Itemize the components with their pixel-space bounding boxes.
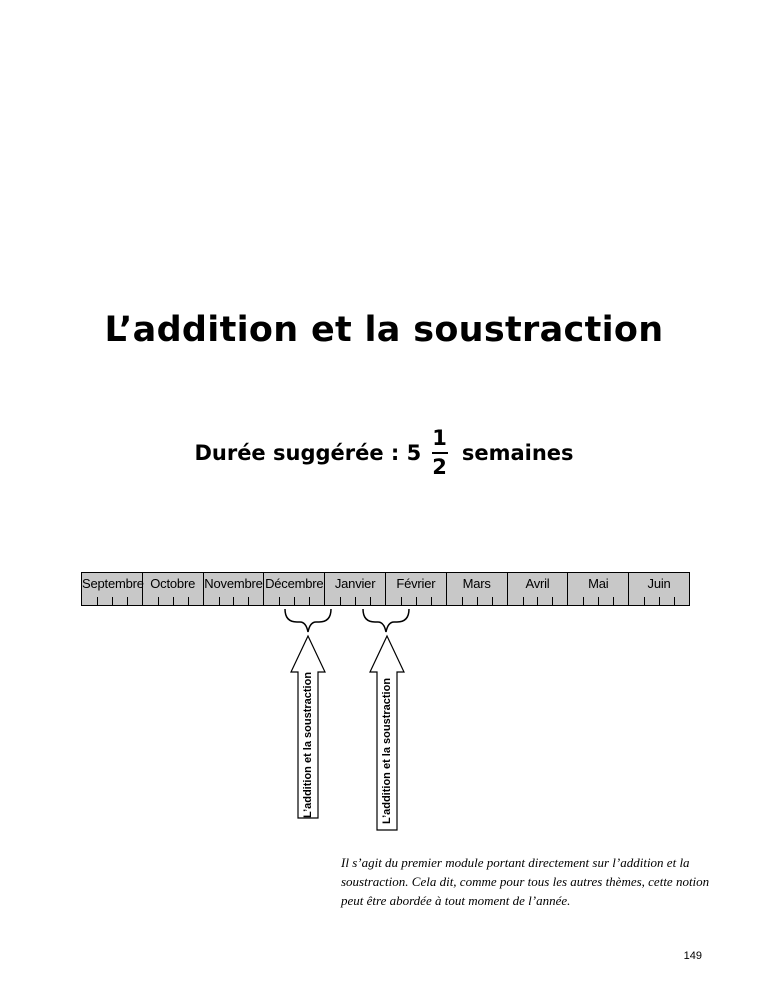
page-title: L’addition et la soustraction	[104, 310, 664, 350]
page-number: 149	[683, 950, 702, 962]
month-label: Avril	[525, 576, 550, 591]
arrow-label: L’addition et la soustraction	[381, 677, 394, 825]
arrow-label: L’addition et la soustraction	[302, 671, 315, 819]
fraction-denominator: 2	[432, 455, 447, 479]
curly-brace-icon	[285, 609, 331, 632]
month-label: Janvier	[334, 576, 376, 591]
month-label: Juin	[647, 576, 671, 591]
duration-unit: semaines	[461, 441, 574, 465]
month-label: Novembre	[204, 576, 263, 591]
month-label: Mai	[588, 576, 609, 591]
curly-brace-icon	[363, 609, 409, 632]
month-label: Décembre	[265, 576, 324, 591]
month-label: Septembre	[82, 576, 144, 591]
fraction-numerator: 1	[432, 426, 447, 450]
duration-label: Durée suggérée : 5	[194, 441, 422, 465]
month-label: Octobre	[150, 576, 196, 591]
month-label: Mars	[462, 576, 491, 591]
month-label: Février	[396, 576, 436, 591]
module-note: Il s’agit du premier module portant directement sur l’addition et la soustraction. Cela dit, comme pour tous les autres thèmes, cette notion peut être abordée à tout moment de l’année.	[341, 855, 710, 908]
